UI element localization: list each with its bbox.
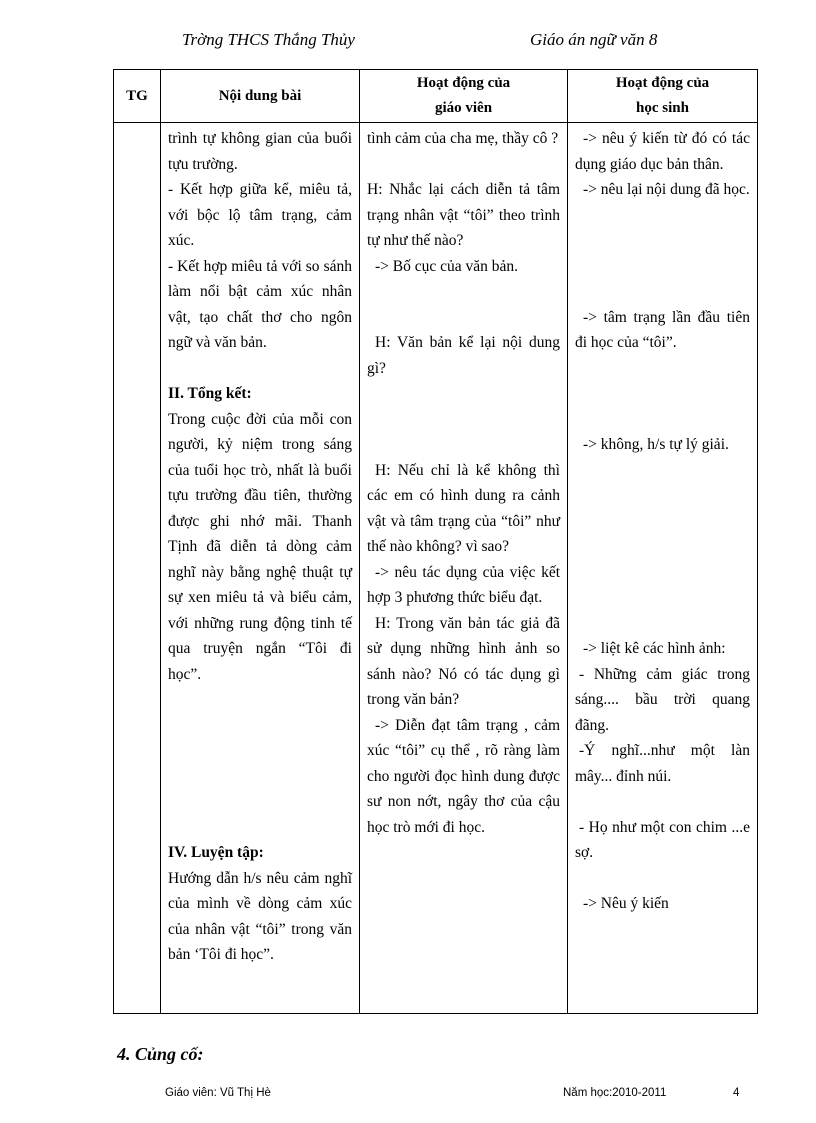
content-paragraph: - Kết hợp miêu tả với so sánh làm nổi bật cảm xúc nhân vật, tạo chất thơ cho ngôn ngữ và văn bản. xyxy=(168,257,352,351)
student-item: -> nêu lại nội dung đã học. xyxy=(583,181,750,198)
cell-content xyxy=(161,123,360,1014)
student-item: - Họ như một con chim ...e sợ. xyxy=(575,818,750,861)
col-header-student-line1: Hoạt động của xyxy=(615,75,710,91)
page-number: 4 xyxy=(733,1087,740,1099)
header-subject: Giáo án ngữ văn 8 xyxy=(530,30,658,49)
teacher-item: H: Nhắc lại cách diễn tả tâm trạng nhân vật “tôi” theo trình tự như thế nào? xyxy=(367,181,560,249)
cell-teacher xyxy=(360,123,568,1014)
student-item: -> liệt kê các hình ảnh: xyxy=(583,640,726,657)
col-header-student xyxy=(568,70,758,123)
col-header-teacher xyxy=(360,70,568,123)
lesson-table xyxy=(113,69,758,1014)
col-header-tg: TG xyxy=(114,70,161,123)
student-item: -> tâm trạng lần đầu tiên đi học của “tôi”. xyxy=(575,308,750,351)
content-paragraph: - Kết hợp giữa kể, miêu tả, với bộc lộ tâm trạng, cảm xúc. xyxy=(168,181,352,249)
section-title-cung-co: 4. Củng cố: xyxy=(117,1044,204,1064)
footer-year: Năm học:2010-2011 xyxy=(563,1087,667,1099)
section-title-tong-ket: II. Tổng kết: xyxy=(168,385,252,402)
teacher-item: -> nêu tác dụng của việc kết hợp 3 phương thức biểu đạt. xyxy=(367,563,560,606)
student-item: -Ý nghĩ...như một làn mây... đỉnh núi. xyxy=(575,742,750,785)
teacher-item: H: Văn bản kể lại nội dung gì? xyxy=(367,334,560,377)
col-header-student-line2: học sinh xyxy=(636,100,689,116)
teacher-item: -> Bố cục của văn bản. xyxy=(375,257,519,275)
table-row xyxy=(114,123,758,1014)
col-header-teacher-line2: giáo viên xyxy=(434,100,493,116)
teacher-item: H: Nếu chỉ là kể không thì các em có hình dung ra cảnh vật và tâm trạng của “tôi” như thế nào không? vì sao? xyxy=(367,461,560,555)
col-header-teacher-line1: Hoạt động của xyxy=(416,75,511,91)
footer-teacher: Giáo viên: Vũ Thị Hè xyxy=(165,1087,271,1099)
content-paragraph: trình tự không gian của buổi tựu trường. xyxy=(168,130,352,173)
student-item: -> không, h/s tự lý giải. xyxy=(583,436,729,453)
col-header-content: Nội dung bài xyxy=(161,70,360,123)
content-paragraph: Trong cuộc đời của mỗi con người, kỷ niệm trong sáng của tuổi học trò, nhất là buổi tựu trường đầu tiên, thường được ghi nhớ mãi. Thanh Tịnh đã diễn tả dòng cảm nghĩ này bằng nghệ thuật tự sự xen miêu tả và biểu cảm, với những rung động tinh tế qua truyện ngắn “Tôi đi học”. xyxy=(168,410,352,683)
teacher-item: -> Diễn đạt tâm trạng , cảm xúc “tôi” cụ thể , rõ ràng làm cho người đọc hình dung được sư non nớt, ngây thơ của cậu học trò mới đi học. xyxy=(367,716,560,836)
cell-student xyxy=(568,123,758,1014)
teacher-item: tình cảm của cha mẹ, thầy cô ? xyxy=(367,130,559,147)
content-paragraph: Hướng dẫn h/s nêu cảm nghĩ của mình về dòng cảm xúc của nhân vật “tôi” trong văn bản ‘Tôi đi học”. xyxy=(168,869,352,963)
header-school: Trờng THCS Thắng Thủy xyxy=(182,30,355,49)
section-title-luyen-tap: IV. Luyện tập: xyxy=(168,844,264,861)
student-item: - Những cảm giác trong sáng.... bầu trời quang đãng. xyxy=(575,665,750,734)
cell-tg xyxy=(114,123,161,1014)
student-item: -> nêu ý kiến từ đó có tác dụng giáo dục bản thân. xyxy=(575,130,750,173)
student-item: -> Nêu ý kiến xyxy=(583,895,669,912)
teacher-item: H: Trong văn bản tác giả đã sử dụng những hình ảnh so sánh nào? Nó có tác dụng gì trong văn bản? xyxy=(367,614,560,708)
table-header-row xyxy=(114,70,758,123)
